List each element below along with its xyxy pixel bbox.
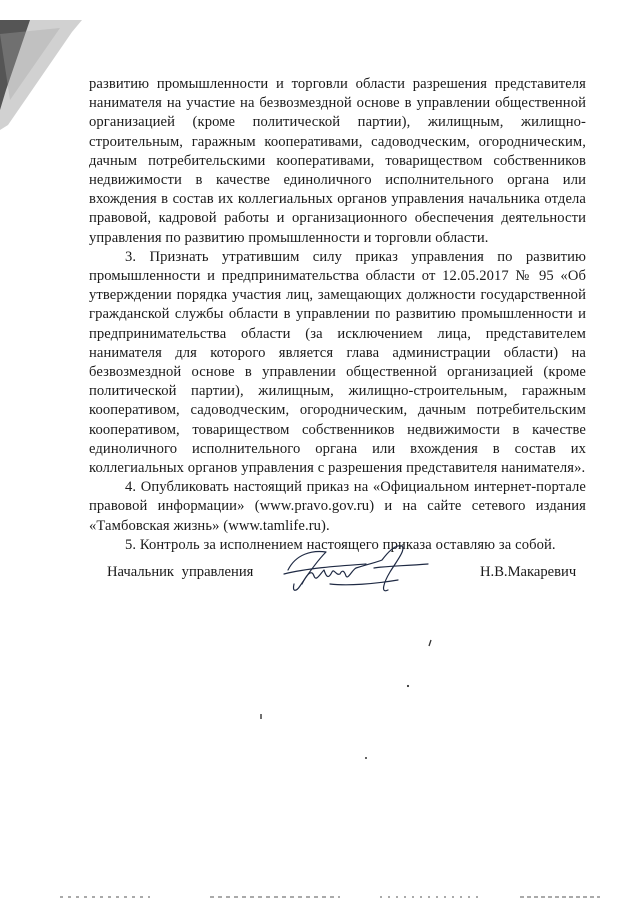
- paragraph-item-5: 5. Контроль за исполнением настоящего приказа оставляю за собой.: [125, 536, 556, 553]
- paragraph-item-4: 4. Опубликовать настоящий приказ на «Официальном интернет-портале правовой информации» (www.pravo.gov.ru) и на сайте сетевого издания «Тамбовская жизнь» (www.tamlife.ru).: [89, 479, 586, 534]
- scan-bottom-edge: [0, 895, 640, 899]
- document-body: [89, 75, 586, 555]
- paragraph-item-3: 3. Признать утратившим силу приказ управления по развитию промышленности и предпринимательства области от 12.05.2017 № 95 «Об утверждении порядка участия лиц, замещающих должности государственной гражданской службы области в управлении по развитию промышленности и предпринимательства области (за исключением лица, представителем нанимателя для которого является глава администрации области) на безвозмездной основе в управлении общественной организацией (кроме политической партии), жилищным, жилищно-строительным, гаражным кооперативом, садоводческим, огородническим, дачным потребительским кооперативом, товариществом собственников недвижимости в качестве единоличного исполнительного органа или вхождения в состав их коллегиальных органов управления с разрешения представителя нанимателя».: [89, 248, 586, 477]
- signatory-name: Н.В.Макаревич: [480, 564, 577, 580]
- signatory-position: Начальник управления: [107, 564, 254, 580]
- handwritten-signature: [278, 540, 438, 602]
- paragraph-continuation: развитию промышленности и торговли области разрешения представителя нанимателя на участие на безвозмездной основе в управлении общественной организацией (кроме политической партии), жилищным, жилищно-строительным, гаражным кооперативами, садоводческим, огородническим, дачным потребительскими кооперативами, товариществом собственников недвижимости в качестве единоличного исполнительного органа или вхождения в состав их коллегиальных органов управления начальника отдела правовой, кадровой работы и организационного обеспечения деятельности управления по развитию промышленности и торговли области.: [89, 76, 586, 246]
- scan-corner-artifact: [0, 20, 90, 130]
- signature-block: [0, 540, 640, 610]
